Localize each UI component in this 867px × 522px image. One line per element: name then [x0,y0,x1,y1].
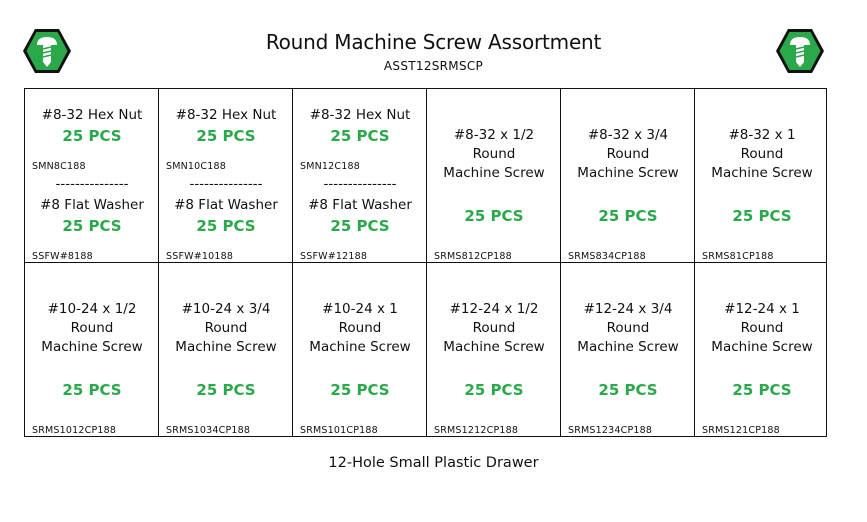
washer-sku: SSFW#10188 [166,251,234,262]
washer-quantity: 25 PCS [62,217,122,235]
drawer-cell [427,263,561,437]
screw-head-type: Round [472,146,516,162]
drawer-cell [25,263,159,437]
screw-size: #12-24 x 3/4 [583,301,673,317]
screw-size: #12-24 x 1 [724,301,800,317]
screw-sku: SRMS1212CP188 [434,425,519,436]
page-title: Round Machine Screw Assortment [265,30,602,54]
screw-quantity: 25 PCS [464,207,524,225]
cell-divider: --------------- [323,176,397,192]
screw-sku: SRMS101CP188 [300,425,378,436]
screw-head-type: Round [472,320,516,336]
screw-type: Machine Screw [309,339,411,355]
drawer-cell [293,89,427,263]
screw-quantity: 25 PCS [732,381,792,399]
drawer-cell [293,263,427,437]
screw-sku: SRMS81CP188 [702,251,774,262]
nut-sku: SMN12C188 [300,161,360,172]
nut-label: #8-32 Hex Nut [175,107,277,123]
drawer-cell [695,263,829,437]
drawer-cell [25,89,159,263]
screw-sku: SRMS121CP188 [702,425,780,436]
washer-label: #8 Flat Washer [40,197,144,213]
washer-quantity: 25 PCS [196,217,256,235]
washer-label: #8 Flat Washer [174,197,278,213]
screw-head-type: Round [338,320,382,336]
drawer-cell [561,263,695,437]
screw-head-type: Round [606,146,650,162]
screw-size: #8-32 x 1/2 [453,127,535,143]
drawer-cell [427,89,561,263]
screw-head-type: Round [740,146,784,162]
screw-type: Machine Screw [577,165,679,181]
screw-type: Machine Screw [577,339,679,355]
nut-quantity: 25 PCS [196,127,256,145]
screw-quantity: 25 PCS [464,381,524,399]
nut-quantity: 25 PCS [330,127,390,145]
screw-quantity: 25 PCS [330,381,390,399]
footer-caption: 12-Hole Small Plastic Drawer [328,455,539,471]
screw-type: Machine Screw [41,339,143,355]
screw-size: #10-24 x 3/4 [181,301,271,317]
drawer-cell [561,89,695,263]
screw-type: Machine Screw [711,339,813,355]
screw-sku: SRMS1234CP188 [568,425,653,436]
screw-type: Machine Screw [175,339,277,355]
washer-sku: SSFW#12188 [300,251,368,262]
screw-quantity: 25 PCS [62,381,122,399]
nut-label: #8-32 Hex Nut [309,107,411,123]
screw-size: #12-24 x 1/2 [449,301,539,317]
part-number: ASST12SRMSCP [383,59,484,73]
screw-head-type: Round [204,320,248,336]
washer-sku: SSFW#8188 [32,251,93,262]
nut-sku: SMN10C188 [166,161,226,172]
screw-quantity: 25 PCS [598,207,658,225]
drawer-grid [24,88,827,437]
screw-type: Machine Screw [443,165,545,181]
screw-size: #8-32 x 3/4 [587,127,669,143]
nut-sku: SMN8C188 [32,161,86,172]
screw-sku: SRMS834CP188 [568,251,646,262]
screw-quantity: 25 PCS [732,207,792,225]
washer-label: #8 Flat Washer [308,197,412,213]
screw-sku: SRMS1012CP188 [32,425,117,436]
cell-divider: --------------- [55,176,129,192]
screw-head-type: Round [606,320,650,336]
screw-sku: SRMS812CP188 [434,251,512,262]
screw-sku: SRMS1034CP188 [166,425,251,436]
drawer-cell [159,89,293,263]
screw-size: #10-24 x 1/2 [47,301,137,317]
screw-size: #8-32 x 1 [728,127,796,143]
nut-quantity: 25 PCS [62,127,122,145]
screw-head-type: Round [740,320,784,336]
screw-quantity: 25 PCS [598,381,658,399]
screw-type: Machine Screw [711,165,813,181]
screw-size: #10-24 x 1 [322,301,398,317]
screw-head-type: Round [70,320,114,336]
screw-type: Machine Screw [443,339,545,355]
drawer-cell [159,263,293,437]
drawer-cell [695,89,829,263]
cell-divider: --------------- [189,176,263,192]
screw-quantity: 25 PCS [196,381,256,399]
nut-label: #8-32 Hex Nut [41,107,143,123]
washer-quantity: 25 PCS [330,217,390,235]
